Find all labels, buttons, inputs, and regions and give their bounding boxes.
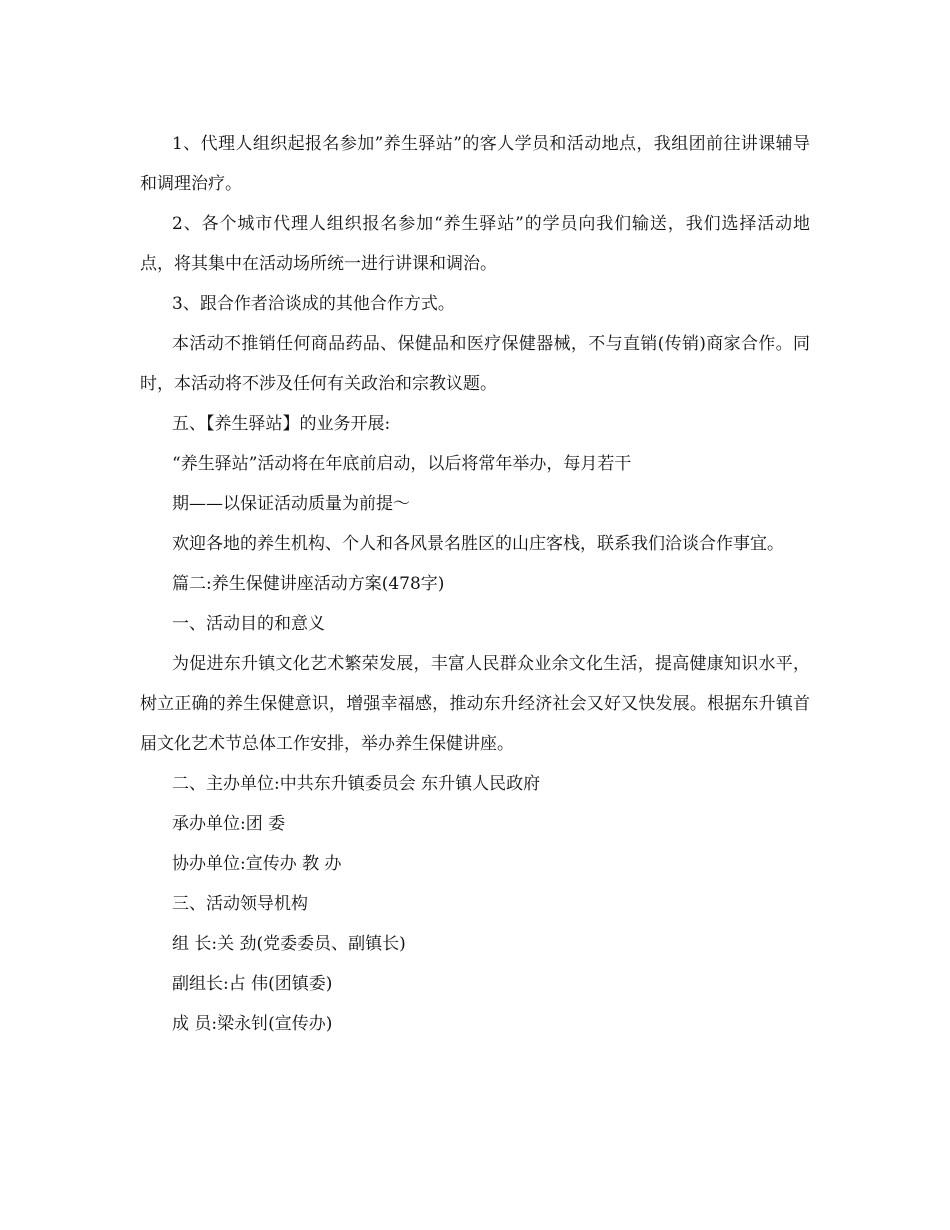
member-line: 成 员:梁永钊(宣传办) [172, 1014, 333, 1034]
leader-line: 组 长:关 劲(党委委员、副镇长) [172, 934, 406, 954]
section-heading-1: 一、活动目的和意义 [172, 614, 325, 634]
organizer-line: 二、主办单位:中共东升镇委员会 东升镇人民政府 [172, 774, 541, 794]
co-organizer-line: 协办单位:宣传办 教 办 [172, 854, 342, 874]
deputy-leader-line: 副组长:占 伟(团镇委) [172, 974, 333, 994]
paragraph-1: 1、代理人组织起报名参加”养生驿站”的客人学员和活动地点，我组团前往讲课辅导和调理治疗。 [140, 134, 810, 194]
host-unit-line: 承办单位:团 委 [172, 814, 286, 834]
paragraph-8: 欢迎各地的养生机构、个人和各风景名胜区的山庄客栈，联系我们洽谈合作事宜。 [172, 534, 784, 554]
chapter-heading-2: 篇二:养生保健讲座活动方案(478字) [172, 574, 445, 594]
paragraph-6: “养生驿站”活动将在年底前启动，以后将常年举办，每月若干 [172, 454, 632, 474]
paragraph-4: 本活动不推销任何商品药品、保健品和医疗保健器械，不与直销(传销)商家合作。同时，本活动将不涉及任何有关政治和宗教议题。 [140, 334, 810, 394]
paragraph-3: 3、跟合作者洽谈成的其他合作方式。 [172, 294, 455, 314]
paragraph-7: 期——以保证活动质量为前提～ [172, 494, 410, 514]
section-heading-3: 三、活动领导机构 [172, 894, 308, 914]
document-body [140, 124, 810, 1044]
section-heading-5: 五、【养生驿站】的业务开展: [172, 414, 391, 434]
paragraph-11: 为促进东升镇文化艺术繁荣发展，丰富人民群众业余文化生活，提高健康知识水平，树立正确的养生保健意识，增强幸福感，推动东升经济社会又好又快发展。根据东升镇首届文化艺术节总体工作安排，举办养生保健讲座。 [140, 654, 810, 754]
paragraph-2: 2、各个城市代理人组织报名参加“养生驿站”的学员向我们输送，我们选择活动地点，将其集中在活动场所统一进行讲课和调治。 [140, 214, 810, 274]
